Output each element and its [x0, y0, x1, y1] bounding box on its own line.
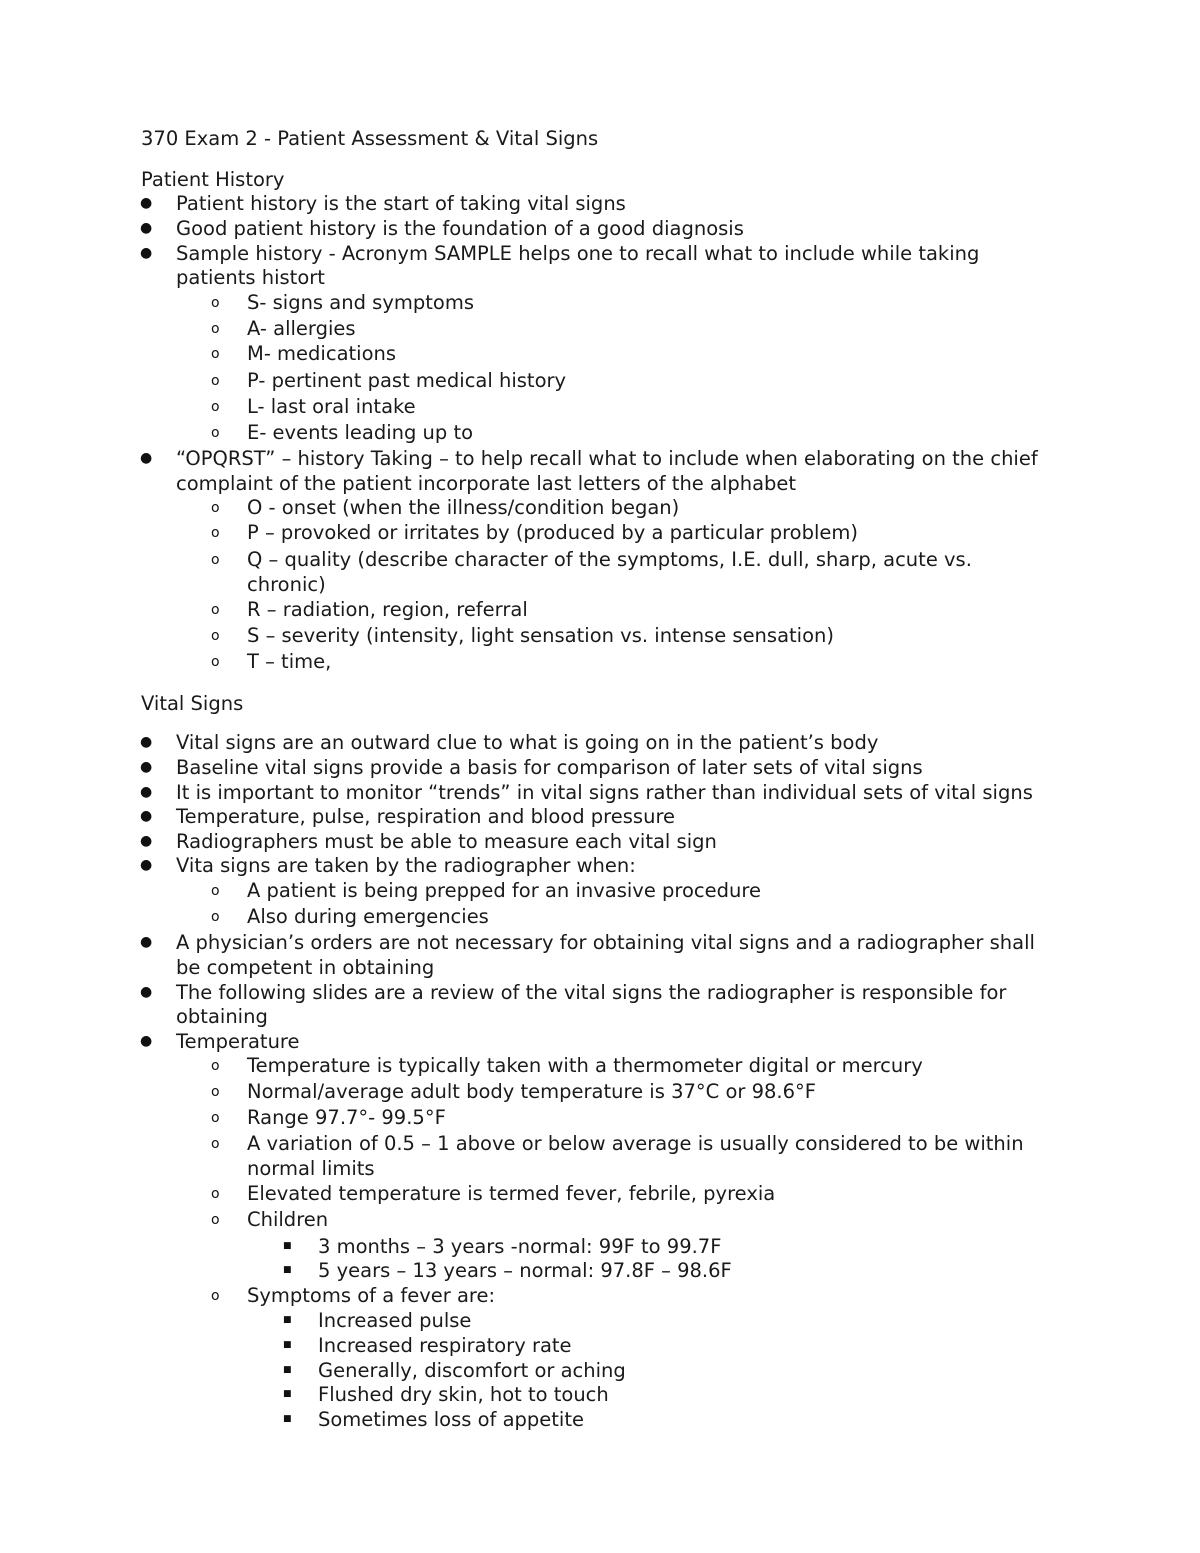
bullet-icon — [140, 980, 152, 1005]
sub-sub-list-item: 3 months – 3 years -normal: 99F to 99.7F — [318, 1235, 722, 1258]
list-item: It is important to monitor “trends” in vital signs rather than individual sets of vital signs — [176, 781, 1033, 804]
list-item-continuation: complaint of the patient incorporate last letters of the alphabet — [176, 472, 797, 495]
sub-list-item: P – provoked or irritates by (produced by a particular problem) — [247, 521, 858, 544]
sub-bullet-icon — [211, 421, 220, 446]
sub-bullet-icon — [211, 905, 220, 930]
list-item: Baseline vital signs provide a basis for comparison of later sets of vital signs — [176, 756, 923, 779]
bullet-icon — [140, 804, 152, 829]
square-bullet-icon — [283, 1382, 292, 1407]
sub-bullet-icon — [211, 548, 220, 573]
sub-list-item: M- medications — [247, 342, 397, 365]
sub-bullet-icon — [211, 496, 220, 521]
sub-bullet-icon — [211, 624, 220, 649]
sub-list-item: T – time, — [247, 650, 332, 673]
sub-bullet-icon — [211, 1132, 220, 1157]
sub-bullet-icon — [211, 317, 220, 342]
square-bullet-icon — [283, 1234, 292, 1259]
sub-bullet-icon — [211, 879, 220, 904]
list-item: Vita signs are taken by the radiographer when: — [176, 854, 636, 877]
section-heading-vital-signs: Vital Signs — [141, 692, 244, 715]
list-item: Temperature — [176, 1030, 300, 1053]
sub-list-item: Temperature is typically taken with a thermometer digital or mercury — [247, 1054, 923, 1077]
sub-sub-list-item: Flushed dry skin, hot to touch — [318, 1383, 609, 1406]
sub-sub-list-item: Increased pulse — [318, 1309, 472, 1332]
bullet-icon — [140, 829, 152, 854]
sub-list-item: R – radiation, region, referral — [247, 598, 528, 621]
sub-list-item: Children — [247, 1208, 329, 1231]
bullet-icon — [140, 446, 152, 471]
sub-list-item: S- signs and symptoms — [247, 291, 474, 314]
sub-bullet-icon — [211, 342, 220, 367]
sub-list-item: P- pertinent past medical history — [247, 369, 567, 392]
sub-sub-list-item: 5 years – 13 years – normal: 97.8F – 98.6F — [318, 1259, 732, 1282]
list-item: A physician’s orders are not necessary for obtaining vital signs and a radiographer shall — [176, 931, 1035, 954]
sub-list-item: A variation of 0.5 – 1 above or below average is usually considered to be within — [247, 1132, 1024, 1155]
list-item: Temperature, pulse, respiration and blood pressure — [176, 805, 676, 828]
sub-list-item: S – severity (intensity, light sensation vs. intense sensation) — [247, 624, 834, 647]
sub-list-item-continuation: normal limits — [247, 1157, 375, 1180]
sub-list-item: Elevated temperature is termed fever, febrile, pyrexia — [247, 1182, 776, 1205]
sub-bullet-icon — [211, 395, 220, 420]
list-item: “OPQRST” – history Taking – to help recall what to include when elaborating on the chief — [176, 447, 1038, 470]
sub-bullet-icon — [211, 1284, 220, 1309]
sub-list-item-continuation: chronic) — [247, 573, 326, 596]
bullet-icon — [140, 1029, 152, 1054]
sub-bullet-icon — [211, 1182, 220, 1207]
sub-bullet-icon — [211, 1208, 220, 1233]
bullet-icon — [140, 216, 152, 241]
list-item: Vital signs are an outward clue to what is going on in the patient’s body — [176, 731, 879, 754]
list-item: The following slides are a review of the vital signs the radiographer is responsible for — [176, 981, 1007, 1004]
sub-list-item: A- allergies — [247, 317, 356, 340]
sub-bullet-icon — [211, 598, 220, 623]
sub-bullet-icon — [211, 369, 220, 394]
bullet-icon — [140, 755, 152, 780]
sub-list-item: Q – quality (describe character of the symptoms, I.E. dull, sharp, acute vs. — [247, 548, 972, 571]
document-title: 370 Exam 2 - Patient Assessment & Vital Signs — [141, 127, 599, 150]
square-bullet-icon — [283, 1258, 292, 1283]
sub-list-item: E- events leading up to — [247, 421, 474, 444]
sub-list-item: L- last oral intake — [247, 395, 416, 418]
bullet-icon — [140, 853, 152, 878]
bullet-icon — [140, 241, 152, 266]
square-bullet-icon — [283, 1333, 292, 1358]
sub-bullet-icon — [211, 1054, 220, 1079]
square-bullet-icon — [283, 1308, 292, 1333]
square-bullet-icon — [283, 1407, 292, 1432]
sub-bullet-icon — [211, 1106, 220, 1131]
sub-list-item: Range 97.7°- 99.5°F — [247, 1106, 446, 1129]
list-item: Sample history - Acronym SAMPLE helps one to recall what to include while taking — [176, 242, 980, 265]
square-bullet-icon — [283, 1358, 292, 1383]
bullet-icon — [140, 930, 152, 955]
bullet-icon — [140, 780, 152, 805]
sub-sub-list-item: Generally, discomfort or aching — [318, 1359, 626, 1382]
sub-bullet-icon — [211, 521, 220, 546]
list-item: Radiographers must be able to measure each vital sign — [176, 830, 717, 853]
sub-bullet-icon — [211, 291, 220, 316]
list-item-continuation: obtaining — [176, 1005, 268, 1028]
sub-list-item: Normal/average adult body temperature is 37°C or 98.6°F — [247, 1080, 816, 1103]
sub-list-item: Also during emergencies — [247, 905, 489, 928]
sub-list-item: A patient is being prepped for an invasive procedure — [247, 879, 761, 902]
bullet-icon — [140, 191, 152, 216]
sub-bullet-icon — [211, 650, 220, 675]
bullet-icon — [140, 730, 152, 755]
sub-list-item: O - onset (when the illness/condition began) — [247, 496, 680, 519]
list-item-continuation: be competent in obtaining — [176, 956, 435, 979]
list-item: Patient history is the start of taking vital signs — [176, 192, 626, 215]
list-item: Good patient history is the foundation of a good diagnosis — [176, 217, 744, 240]
sub-sub-list-item: Increased respiratory rate — [318, 1334, 572, 1357]
list-item-continuation: patients histort — [176, 266, 325, 289]
section-heading-patient-history: Patient History — [141, 168, 285, 191]
sub-list-item: Symptoms of a fever are: — [247, 1284, 496, 1307]
sub-bullet-icon — [211, 1080, 220, 1105]
sub-sub-list-item: Sometimes loss of appetite — [318, 1408, 584, 1431]
